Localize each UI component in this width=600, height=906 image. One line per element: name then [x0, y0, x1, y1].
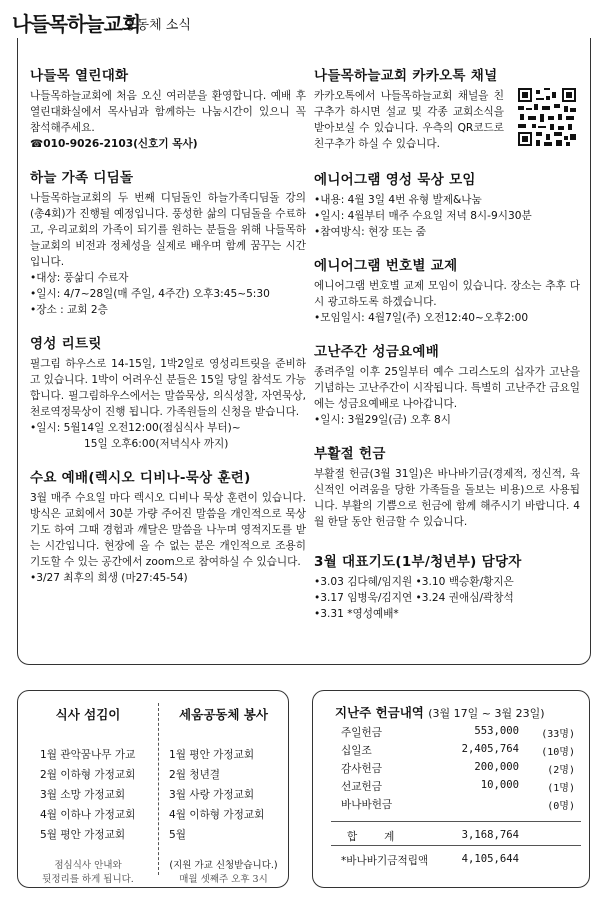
list-item: •참여방식: 현장 또는 줌 [314, 226, 427, 238]
list-item: 4월 이하나 가정교회 [40, 809, 136, 821]
section-body: 필그림 하우스로 14-15일, 1박2일로 영성리트릿을 준비하고 있습니다. 1박이 어려우신 분들은 15일 당일 참석도 가능합니다. 필그림하우스에서는 말씀묵상, 의식성찰, 자연묵상, 천로역정묵상이 진행 됩니다. 가족원들의 신청을 받습니다. [30, 358, 306, 418]
list-item: •내용: 4월 3일 4번 유형 발제&나눔 [314, 194, 482, 206]
section-family-steps [30, 166, 306, 318]
section-title: 나들목하늘교회 카카오톡 채널 [314, 68, 498, 84]
section-title: 에니어그램 번호별 교제 [314, 258, 458, 274]
list-item: •일시: 3월29일(금) 오후 8시 [314, 414, 452, 426]
list-item: •3.31 *영성예배* [314, 608, 399, 620]
list-item: 3월 소망 가정교회 [40, 789, 126, 801]
list-item: 3월 사랑 가정교회 [169, 789, 255, 801]
section-title: 나들목 열린대화 [30, 68, 129, 84]
list-item: •3.17 임병욱/김지연 •3.24 권애심/곽창석 [314, 592, 514, 604]
fund-row: *바나바기금적립액 4,105,644 [341, 853, 519, 867]
service-title: 세움공동체 봉사 [179, 707, 268, 722]
list-item: •일시: 5월14일 오전12:00(점심식사 부터)~ [30, 422, 241, 434]
section-title: 하늘 가족 디딤돌 [30, 170, 134, 186]
section-body: 나들목하늘교회의 두 번째 디딤돌인 하늘가족디딤돌 강의(총4회)가 진행될 예정입니다. 풍성한 삶의 디딤돌을 수료하고, 우리교회의 가족이 되기를 원하는 분들을 위해 나들목하늘교회의 비전과 정체성을 실제로 배우며 함께 꿈꾸는 시간입니다. [30, 192, 306, 268]
qr-code-icon[interactable] [518, 88, 576, 146]
list-item: •대상: 풍삶디 수료자 [30, 272, 129, 284]
section-title: 3월 대표기도(1부/청년부) 담당자 [314, 554, 522, 570]
offering-title: 지난주 헌금내역 (3월 17일 ~ 3월 23일) [335, 705, 545, 720]
section-title: 부활절 헌금 [314, 446, 386, 462]
list-item: •3/27 최후의 희생 (마27:45-54) [30, 572, 188, 584]
list-item: •일시: 4/7~28일(매 주일, 4주간) 오후3:45~5:30 [30, 288, 270, 300]
section-prayer-leaders [314, 550, 580, 622]
meal-note: 점심식사 안내와 [54, 860, 122, 871]
service-note: (지원 가교 신청받습니다.) [169, 860, 278, 871]
service-note: 매월 셋째주 오후 3시 [179, 874, 268, 885]
table-row: 선교헌금 10,000 (1명) [341, 779, 575, 794]
section-title: 수요 예배(렉시오 디비나-묵상 훈련) [30, 470, 251, 486]
page-subtitle: 공동체 소식 [124, 18, 191, 33]
divider [331, 845, 581, 846]
list-item: •일시: 4월부터 매주 수요일 저녁 8시-9시30분 [314, 210, 532, 222]
church-logo: 나들목하늘교회 [12, 12, 141, 36]
list-item: 2월 청년결 [169, 769, 221, 781]
table-row: 바나바헌금 (0명) [341, 799, 575, 812]
section-body: 부활절 헌금(3월 31일)은 바나바기금(경제적, 정신적, 육신적인 어려움을 당한 가족들을 돌보는 비용)으로 사용됩니다. 부활의 기쁨으로 헌금에 함께 해주시기 바랍니다. 4월 한달 동안 헌금할 수 있습니다. [314, 468, 580, 528]
section-enneagram-meditation [314, 168, 580, 240]
section-title: 에니어그램 영성 묵상 모임 [314, 172, 476, 188]
table-row: 감사헌금 200,000 (2명) [341, 761, 575, 776]
left-column [30, 64, 306, 596]
section-title: 고난주간 성금요예배 [314, 344, 440, 360]
section-body: 종려주일 이후 25일부터 예수 그리스도의 십자가 고난을 기념하는 고난주간이 시작됩니다. 특별히 고난주간 금요일에는 성금요예배로 나아갑니다. [314, 366, 580, 410]
section-easter-offering [314, 442, 580, 530]
list-item: •3.03 김다혜/임지원 •3.10 백승환/황지은 [314, 576, 514, 588]
list-item: 5월 [169, 829, 186, 841]
contact-phone: ☎010-9026-2103(신호기 목사) [30, 138, 198, 150]
section-wednesday [30, 466, 306, 586]
list-item: 1월 평안 가정교회 [169, 749, 255, 761]
right-column [314, 64, 580, 632]
section-body: 3월 매주 수요일 마다 렉시오 디비나 묵상 훈련이 있습니다. 방식은 교회에서 30분 가량 주어진 말씀을 개인적으로 묵상기도 하여 그때 경험과 깨달은 말씀을 나누며 영적지도를 받는 시간입니다. 현장에 올 수 없는 분은 개인적으로 조용히 기도할 수 있는 공간에서 zoom으로 참여하실 수 있습니다. [30, 492, 306, 568]
volunteer-box [17, 690, 289, 888]
table-row: 주일헌금 553,000 (33명) [341, 725, 575, 740]
section-kakao [314, 64, 580, 152]
section-title: 영성 리트릿 [30, 336, 102, 352]
section-body: 카카오톡에서 나들목하늘교회 채널을 친구추가 하시면 설교 및 각종 교회소식을 받아보실 수 있습니다. 우측의 QR코드로 친구추가 하실 수 있습니다. [314, 90, 504, 150]
meal-column [18, 705, 158, 887]
list-item: 2월 이하형 가정교회 [40, 769, 136, 781]
section-enneagram-fellowship [314, 254, 580, 326]
list-item: 4월 이하형 가정교회 [169, 809, 265, 821]
meal-note: 뒷정리를 하게 됩니다. [42, 874, 134, 885]
list-item: 1월 관악꿈나무 가교 [40, 749, 136, 761]
section-body: 에니어그램 번호별 교제 모임이 있습니다. 장소는 추후 다시 광고하도록 하겠습니다. [314, 280, 580, 308]
offering-box [312, 690, 590, 888]
list-item: •장소 : 교회 2층 [30, 304, 108, 316]
divider [331, 821, 581, 822]
total-row: 합 계 3,168,764 [347, 829, 519, 843]
section-body: 나들목하늘교회에 처음 오신 여러분을 환영합니다. 예배 후 열린대화실에서 목사님과 함께하는 나눔시간이 있으니 꼭 참석해주세요. [30, 90, 306, 134]
list-item: 15일 오후6:00(저녁식사 까지) [84, 438, 229, 450]
service-column [159, 705, 288, 887]
news-panel [17, 38, 591, 665]
header [12, 6, 592, 36]
table-row: 십일조 2,405,764 (10명) [341, 743, 575, 758]
offering-range: (3월 17일 ~ 3월 23일) [428, 707, 545, 720]
meal-title: 식사 섬김이 [55, 707, 121, 722]
section-open-talk [30, 64, 306, 152]
section-good-friday [314, 340, 580, 428]
list-item: 5월 평안 가정교회 [40, 829, 126, 841]
section-retreat [30, 332, 306, 452]
list-item: •모임일시: 4월7일(주) 오전12:40~오후2:00 [314, 312, 529, 324]
